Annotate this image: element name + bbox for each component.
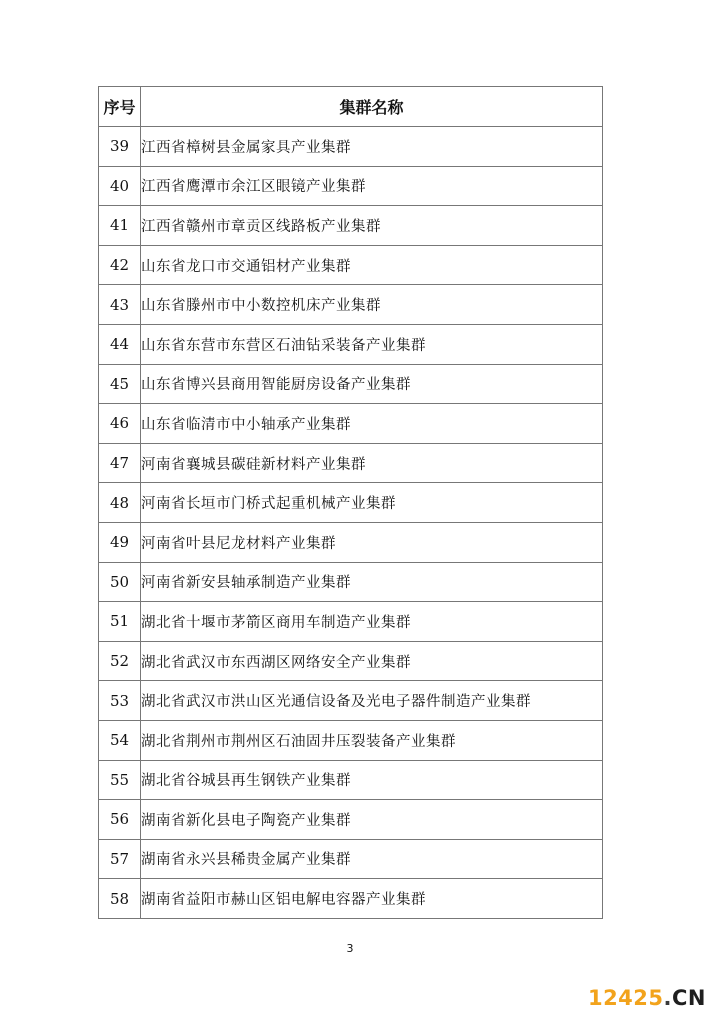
- row-serial-number: 57: [99, 839, 141, 879]
- table-row: [99, 443, 603, 483]
- row-cluster-name: 江西省樟树县金属家具产业集群: [141, 127, 603, 167]
- table-row: [99, 127, 603, 167]
- header-serial-number: 序号: [99, 87, 141, 127]
- row-cluster-name: 河南省长垣市门桥式起重机械产业集群: [141, 483, 603, 523]
- table-row: [99, 602, 603, 642]
- row-serial-number: 42: [99, 245, 141, 285]
- row-cluster-name: 湖北省荆州市荆州区石油固井压裂装备产业集群: [141, 720, 603, 760]
- row-cluster-name: 湖北省武汉市东西湖区网络安全产业集群: [141, 641, 603, 681]
- row-cluster-name: 湖北省武汉市洪山区光通信设备及光电子器件制造产业集群: [141, 681, 603, 721]
- row-serial-number: 45: [99, 364, 141, 404]
- row-serial-number: 50: [99, 562, 141, 602]
- table-row: [99, 800, 603, 840]
- table-row: [99, 206, 603, 246]
- row-serial-number: 54: [99, 720, 141, 760]
- table-row: [99, 562, 603, 602]
- cluster-table: [98, 86, 603, 919]
- row-serial-number: 53: [99, 681, 141, 721]
- row-cluster-name: 山东省龙口市交通铝材产业集群: [141, 245, 603, 285]
- row-cluster-name: 湖南省永兴县稀贵金属产业集群: [141, 839, 603, 879]
- row-serial-number: 40: [99, 166, 141, 206]
- row-serial-number: 43: [99, 285, 141, 325]
- row-serial-number: 47: [99, 443, 141, 483]
- row-serial-number: 48: [99, 483, 141, 523]
- row-cluster-name: 山东省滕州市中小数控机床产业集群: [141, 285, 603, 325]
- table-row: [99, 285, 603, 325]
- table-row: [99, 324, 603, 364]
- table-row: [99, 245, 603, 285]
- row-serial-number: 41: [99, 206, 141, 246]
- watermark-dot: .: [663, 986, 672, 1010]
- table-row: [99, 879, 603, 919]
- row-cluster-name: 河南省襄城县碳硅新材料产业集群: [141, 443, 603, 483]
- row-serial-number: 39: [99, 127, 141, 167]
- row-cluster-name: 山东省东营市东营区石油钻采装备产业集群: [141, 324, 603, 364]
- table-row: [99, 483, 603, 523]
- row-cluster-name: 湖南省益阳市赫山区铝电解电容器产业集群: [141, 879, 603, 919]
- table-row: [99, 641, 603, 681]
- row-serial-number: 56: [99, 800, 141, 840]
- row-cluster-name: 山东省临清市中小轴承产业集群: [141, 404, 603, 444]
- row-cluster-name: 湖北省谷城县再生钢铁产业集群: [141, 760, 603, 800]
- watermark-number: 12425: [587, 986, 664, 1010]
- row-cluster-name: 山东省博兴县商用智能厨房设备产业集群: [141, 364, 603, 404]
- row-serial-number: 46: [99, 404, 141, 444]
- row-cluster-name: 河南省新安县轴承制造产业集群: [141, 562, 603, 602]
- header-cluster-name: 集群名称: [141, 87, 603, 127]
- row-serial-number: 49: [99, 522, 141, 562]
- table-row: [99, 522, 603, 562]
- table-row: [99, 681, 603, 721]
- table-row: [99, 404, 603, 444]
- row-cluster-name: 江西省鹰潭市余江区眼镜产业集群: [141, 166, 603, 206]
- table-row: [99, 364, 603, 404]
- row-cluster-name: 湖北省十堰市茅箭区商用车制造产业集群: [141, 602, 603, 642]
- page-number: 3: [346, 942, 354, 955]
- row-serial-number: 44: [99, 324, 141, 364]
- site-watermark-logo: [588, 986, 706, 1010]
- table-row: [99, 720, 603, 760]
- row-cluster-name: 湖南省新化县电子陶瓷产业集群: [141, 800, 603, 840]
- row-serial-number: 58: [99, 879, 141, 919]
- table-row: [99, 760, 603, 800]
- row-cluster-name: 河南省叶县尼龙材料产业集群: [141, 522, 603, 562]
- row-cluster-name: 江西省赣州市章贡区线路板产业集群: [141, 206, 603, 246]
- table-header-row: [99, 87, 603, 127]
- row-serial-number: 51: [99, 602, 141, 642]
- row-serial-number: 52: [99, 641, 141, 681]
- table-row: [99, 839, 603, 879]
- watermark-suffix: CN: [672, 986, 706, 1010]
- table-row: [99, 166, 603, 206]
- row-serial-number: 55: [99, 760, 141, 800]
